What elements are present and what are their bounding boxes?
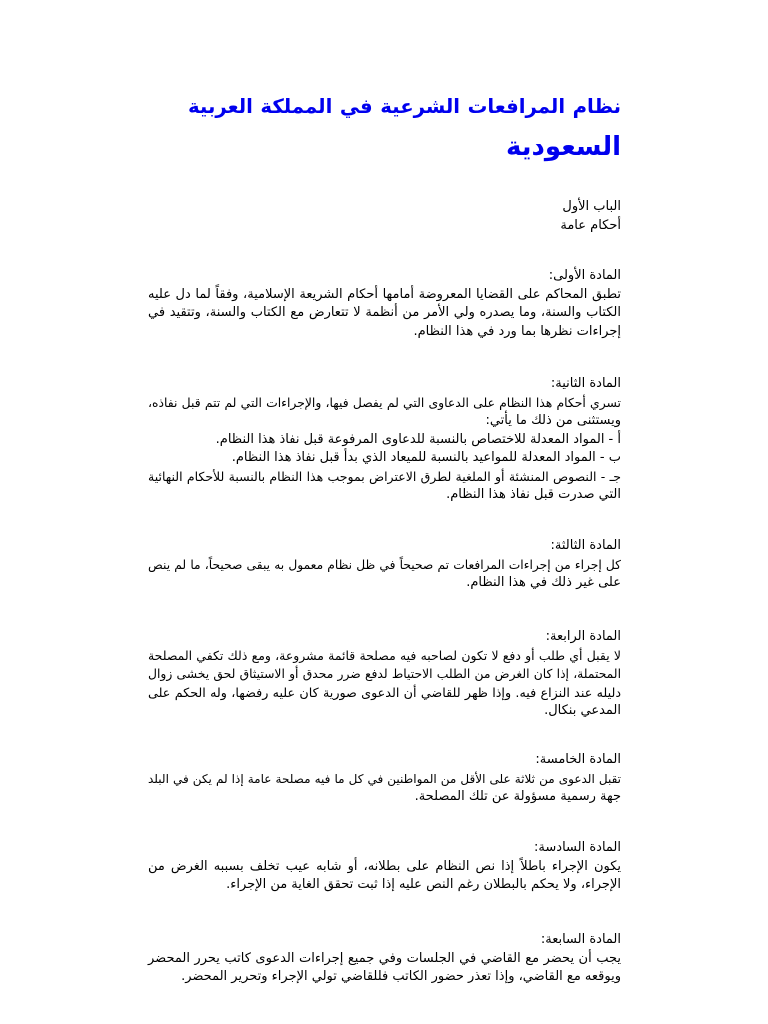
article-heading: المادة الثالثة:: [550, 538, 621, 553]
title-line-1: نظام المرافعات الشرعية في المملكة العربية: [188, 95, 621, 118]
part-subtitle: أحكام عامة: [560, 217, 621, 233]
article-line: ويوقعه مع القاضي، وإذا تعذر حضور الكاتب فللقاضي تولي الإجراء وتحرير المحضر.: [181, 969, 621, 984]
article-line: دليله عند النزاع فيه. وإذا ظهر للقاضي أن الدعوى صورية كان عليه رفضها، وله الحكم على: [148, 684, 621, 700]
article-7: [147, 931, 621, 987]
article-heading: المادة الأولى:: [548, 268, 621, 283]
article-heading: المادة السادسة:: [534, 840, 621, 855]
article-line: ويستثنى من ذلك ما يأتي:: [485, 413, 621, 428]
article-5: [147, 751, 621, 807]
article-heading: المادة السابعة:: [540, 932, 621, 947]
title-line-2: السعودية: [506, 132, 621, 162]
article-line: الكتاب والسنة، وما يصدره ولي الأمر من أنظمة لا تتعارض مع الكتاب والسنة، وتتقيد في: [148, 305, 621, 320]
article-line: المحتملة، إذا كان الغرض من الطلب الاحتياط لدفع ضرر محدق أو الاستيثاق لحق يخشى زوال: [148, 667, 621, 681]
article-line: تقبل الدعوى من ثلاثة على الأقل من المواطنين في كل ما فيه مصلحة عامة إذا لم يكن في البلد: [148, 771, 621, 786]
article-line: الإجراء، ولا يحكم بالبطلان رغم النص عليه إذا ثبت تحقق الغاية من الإجراء.: [226, 877, 621, 892]
part-header: [147, 198, 621, 235]
article-3: [147, 537, 621, 593]
article-line: تسري أحكام هذا النظام على الدعاوى التي لم يفصل فيها، والإجراءات التي لم تتم قبل نفاذه،: [148, 395, 621, 410]
article-line: إجراءات نظرها بما ورد في هذا النظام.: [413, 323, 621, 339]
article-line: كل إجراء من إجراءات المرافعات تم صحيحاً في ظل نظام معمول به يبقى صحيحاً، ما لم ينص: [148, 557, 621, 572]
article-line: أ - المواد المعدلة للاختصاص بالنسبة للدعاوى المرفوعة قبل نفاذ هذا النظام.: [215, 431, 621, 447]
part-label: الباب الأول: [562, 199, 621, 214]
article-line: جـ - النصوص المنشئة أو الملغية لطرق الاعتراض بموجب هذا النظام بالنسبة للأحكام النهائية: [148, 468, 621, 484]
article-line: لا يقبل أي طلب أو دفع لا تكون لصاحبه فيه مصلحة قائمة مشروعة، ومع ذلك تكفي المصلحة: [148, 647, 621, 663]
article-line: يكون الإجراء باطلاً إذا نص النظام على بطلانه، أو شابه عيب تخلف بسببه الغرض من: [148, 858, 621, 874]
article-4: [147, 628, 621, 721]
article-1: [147, 267, 621, 341]
article-6: [147, 839, 621, 895]
article-heading: المادة الرابعة:: [545, 629, 621, 644]
document-title: [147, 86, 621, 168]
article-line: جهة رسمية مسؤولة عن تلك المصلحة.: [414, 789, 621, 804]
article-heading: المادة الثانية:: [550, 376, 621, 391]
article-line: يجب أن يحضر مع القاضي في الجلسات وفي جميع إجراءات الدعوى كاتب يحرر المحضر: [148, 950, 621, 966]
article-line: على غير ذلك في هذا النظام.: [466, 575, 621, 590]
article-line: ب - المواد المعدلة للمواعيد بالنسبة للميعاد الذي بدأ قبل نفاذ هذا النظام.: [231, 450, 621, 465]
article-2: [147, 375, 621, 505]
article-heading: المادة الخامسة:: [535, 752, 621, 767]
article-line: التي صدرت قبل نفاذ هذا النظام.: [446, 487, 621, 502]
article-line: المدعي بنكال.: [544, 703, 621, 718]
article-line: تطبق المحاكم على القضايا المعروضة أمامها أحكام الشريعة الإسلامية، وفقاً لما دل عليه: [148, 286, 621, 302]
